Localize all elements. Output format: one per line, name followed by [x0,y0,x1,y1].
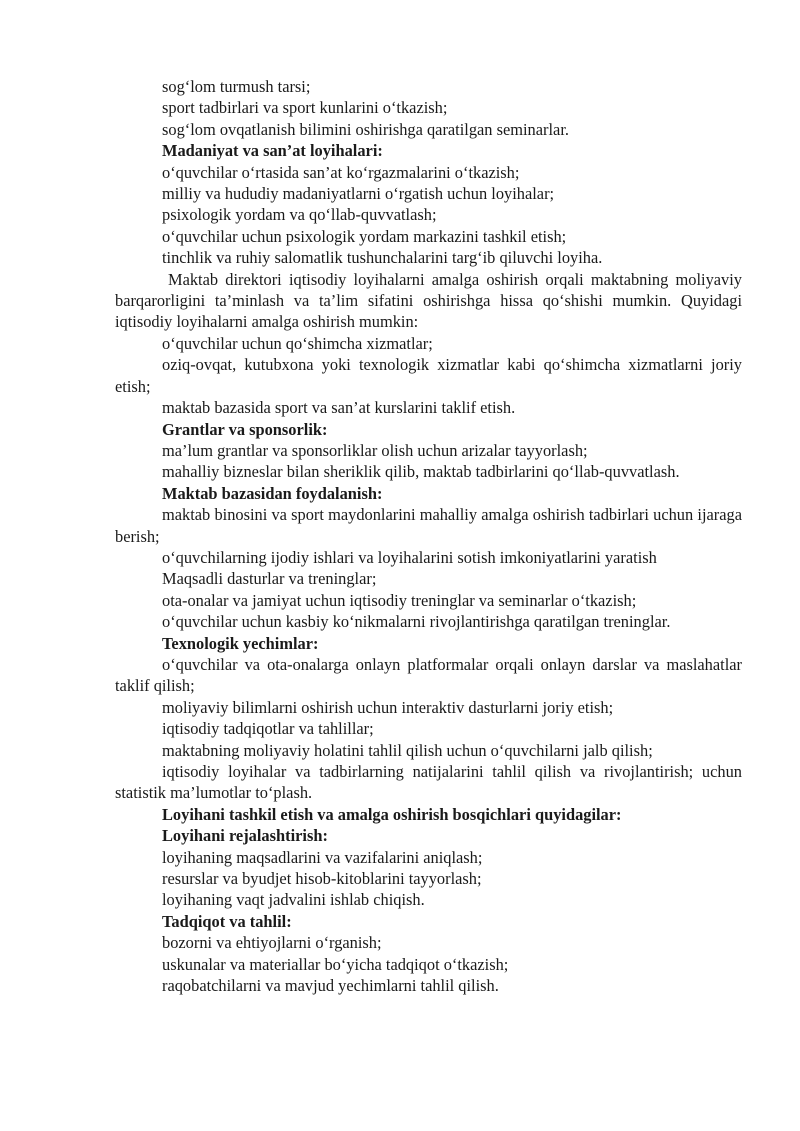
list-item: psixologik yordam va qo‘llab-quvvatlash; [162,205,437,225]
list-item: tinchlik va ruhiy salomatlik tushunchalarini targ‘ib qiluvchi loyiha. [162,248,603,268]
section-heading: Madaniyat va san’at loyihalari: [162,141,383,161]
section-heading: Tadqiqot va tahlil: [162,911,292,931]
list-item: o‘quvchilar uchun psixologik yordam markazini tashkil etish; [162,226,567,246]
section-heading: Maktab bazasidan foydalanish: [162,483,383,503]
section-heading: Loyihani rejalashtirish: [162,826,328,846]
list-item: resurslar va byudjet hisob-kitoblarini tayyorlash; [162,869,482,889]
list-item: moliyaviy bilimlarni oshirish uchun interaktiv dasturlarni joriy etish; [162,697,614,717]
list-item: loyihaning maqsadlarini va vazifalarini aniqlash; [162,847,483,867]
list-item: o‘quvchilar o‘rtasida san’at ko‘rgazmalarini o‘tkazish; [162,162,520,182]
list-item: Maqsadli dasturlar va treninglar; [162,569,377,589]
list-item: ota-onalar va jamiyat uchun iqtisodiy treninglar va seminarlar o‘tkazish; [162,590,637,610]
list-item: ma’lum grantlar va sponsorliklar olish uchun arizalar tayyorlash; [162,440,588,460]
list-item: maktab binosini va sport maydonlarini mahalliy amalga oshirish tadbirlari uchun ijaraga berish; [115,505,742,546]
list-item: oziq-ovqat, kutubxona yoki texnologik xizmatlar kabi qo‘shimcha xizmatlarni joriy etish; [115,355,742,396]
list-item: maktabning moliyaviy holatini tahlil qilish uchun o‘quvchilarni jalb qilish; [162,740,653,760]
section-heading: Texnologik yechimlar: [162,633,319,653]
list-item: iqtisodiy tadqiqotlar va tahlillar; [162,719,374,739]
list-item: o‘quvchilar uchun qo‘shimcha xizmatlar; [162,333,433,353]
list-item: iqtisodiy loyihalar va tadbirlarning natijalarini tahlil qilish va rivojlantirish; uchun statistik ma’lumotlar to‘plash. [115,762,742,803]
list-item: sog‘lom turmush tarsi; [162,77,311,96]
list-item: o‘quvchilar uchun kasbiy ko‘nikmalarni rivojlantirishga qaratilgan treninglar. [162,612,671,632]
body-paragraph: Maktab direktori iqtisodiy loyihalarni amalga oshirish orqali maktabning moliyaviy barqarorligini ta’minlash va ta’lim sifatini oshirishga hissa qo‘shishi mumkin. Quyidagi iqtisodiy loyihalarni amalga oshirish mumkin: [115,269,742,332]
list-item: maktab bazasida sport va san’at kurslarini taklif etish. [162,398,516,418]
list-item: loyihaning vaqt jadvalini ishlab chiqish. [162,890,425,910]
list-item: uskunalar va materiallar bo‘yicha tadqiqot o‘tkazish; [162,954,509,974]
list-item: sport tadbirlari va sport kunlarini o‘tkazish; [162,98,448,118]
list-item: sog‘lom ovqatlanish bilimini oshirishga qaratilgan seminarlar. [162,119,569,139]
list-item: bozorni va ehtiyojlarni o‘rganish; [162,933,382,953]
list-item: o‘quvchilar va ota-onalarga onlayn platformalar orqali onlayn darslar va maslahatlar taklif qilish; [115,654,742,696]
list-item: o‘quvchilarning ijodiy ishlari va loyihalarini sotish imkoniyatlarini yaratish [162,547,657,567]
section-heading: Grantlar va sponsorlik: [162,419,328,439]
list-item: mahalliy bizneslar bilan sheriklik qilib, maktab tadbirlarini qo‘llab-quvvatlash. [162,462,680,482]
section-heading: Loyihani tashkil etish va amalga oshirish bosqichlari quyidagilar: [162,804,622,824]
document-body [115,76,742,996]
list-item: raqobatchilarni va mavjud yechimlarni tahlil qilish. [162,976,499,996]
list-item: milliy va hududiy madaniyatlarni o‘rgatish uchun loyihalar; [162,184,555,204]
